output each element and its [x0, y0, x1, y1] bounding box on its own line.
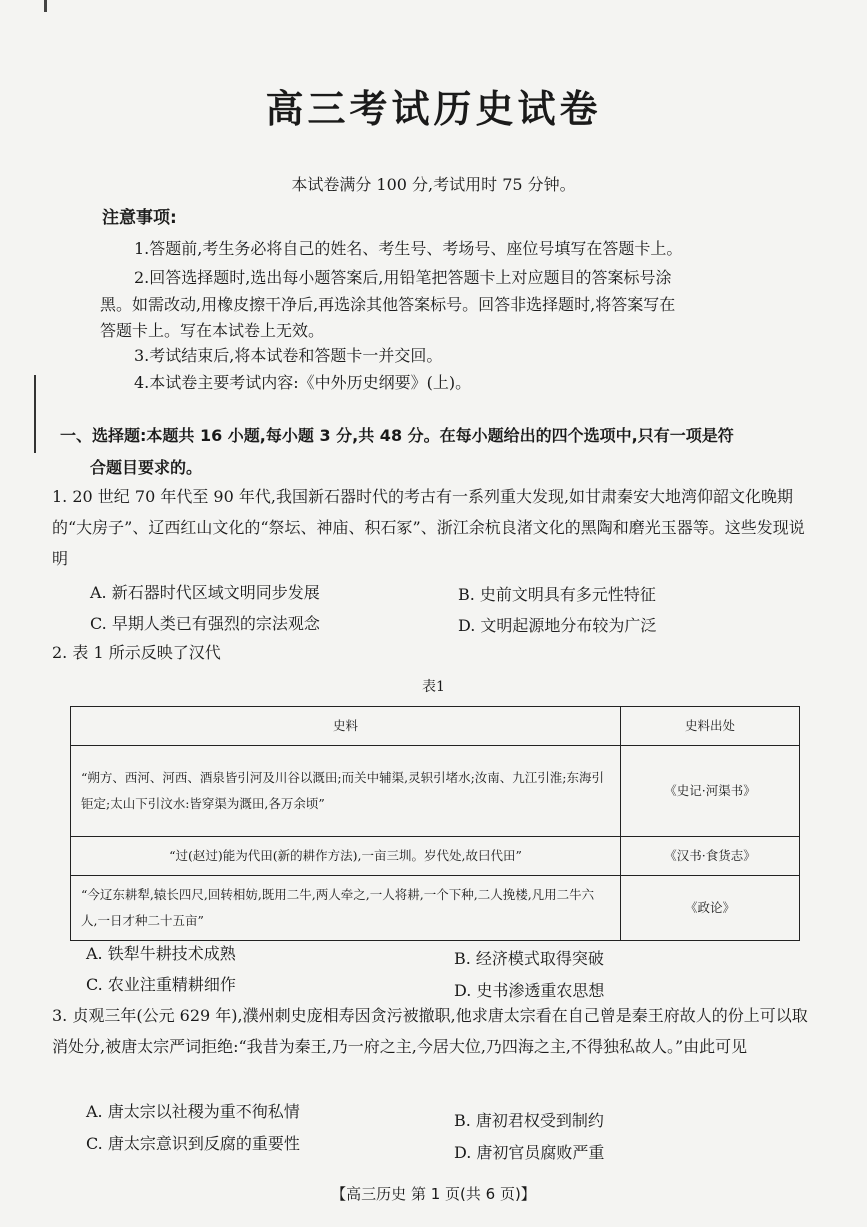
table-cell-source: 《史记·河渠书》 [621, 746, 800, 837]
page-title: 高三考试历史试卷 [265, 87, 602, 131]
table-header: 史料 [71, 707, 621, 746]
section-heading-line: 合题目要求的。 [90, 458, 203, 477]
table-cell-quote: “今辽东耕犁,辕长四尺,回转相妨,既用二牛,两人牵之,一人将耕,一个下种,二人挽楼,凡用二牛六人,一日才种二十五亩” [71, 876, 621, 941]
notice-line: 黑。如需改动,用橡皮擦干净后,再选涂其他答案标号。回答非选择题时,将答案写在 [100, 295, 676, 314]
section-heading-line: 一、选择题:本题共 16 小题,每小题 3 分,共 48 分。在每小题给出的四个选项中,只有一项是符 [60, 426, 734, 445]
table-header-row [71, 707, 800, 746]
notice-line: 4.本试卷主要考试内容:《中外历史纲要》(上)。 [134, 373, 472, 392]
page-footer: 【高三历史 第 1 页(共 6 页)】 [331, 1185, 536, 1203]
question-3-option-b: B. 唐初君权受到制约 [454, 1111, 604, 1130]
scan-artifact [44, 0, 47, 12]
table-header: 史料出处 [621, 707, 800, 746]
table-cell-source: 《政论》 [621, 876, 800, 941]
table-row [71, 746, 800, 837]
table-row [71, 837, 800, 876]
question-3-stem: 3. 贞观三年(公元 629 年),濮州刺史庞相寿因贪污被撤职,他求唐太宗看在自己曾是秦王府故人的份上可以取消处分,被唐太宗严词拒绝:“我昔为秦王,乃一府之主,今居大位,乃四海之主,不得独私故人。”由此可见 [52, 1006, 808, 1056]
question-2-option-a: A. 铁犁牛耕技术成熟 [86, 944, 236, 963]
question-3-option-d: D. 唐初官员腐败严重 [454, 1143, 605, 1162]
source-table [70, 706, 800, 941]
notice-line: 3.考试结束后,将本试卷和答题卡一并交回。 [134, 346, 443, 365]
notice-line: 答题卡上。写在本试卷上无效。 [100, 321, 325, 340]
question-3-option-c: C. 唐太宗意识到反腐的重要性 [86, 1134, 300, 1153]
table-cell-source: 《汉书·食货志》 [621, 837, 800, 876]
question-1-option-d: D. 文明起源地分布较为广泛 [458, 616, 657, 635]
question-3-option-a: A. 唐太宗以社稷为重不徇私情 [86, 1102, 300, 1121]
table-cell-quote: “朔方、西河、河西、酒泉皆引河及川谷以溉田;而关中辅渠,灵轵引堵水;汝南、九江引淮;东海引钜定;太山下引汶水:皆穿渠为溉田,各万余顷” [71, 746, 621, 837]
section-heading [60, 423, 820, 478]
table-cell-quote: “过(赵过)能为代田(新的耕作方法),一亩三圳。岁代处,故曰代田” [71, 837, 621, 876]
question-1-stem: 1. 20 世纪 70 年代至 90 年代,我国新石器时代的考古有一系列重大发现,如甘肃秦安大地湾仰韶文化晚期的“大房子”、辽西红山文化的“祭坛、神庙、积石冢”、浙江余杭良渚文化的黑陶和磨光玉器等。这些发现说明 [52, 487, 805, 568]
notice-heading: 注意事项: [102, 208, 177, 228]
notice-line: 1.答题前,考生务必将自己的姓名、考生号、考场号、座位号填写在答题卡上。 [134, 239, 683, 258]
scan-artifact [34, 375, 36, 453]
table-row [71, 876, 800, 941]
question-1-option-c: C. 早期人类已有强烈的宗法观念 [90, 614, 320, 633]
notice-line: 2.回答选择题时,选出每小题答案后,用铅笔把答题卡上对应题目的答案标号涂 [134, 268, 672, 287]
question-2-option-d: D. 史书渗透重农思想 [454, 981, 605, 1000]
question-2-option-b: B. 经济模式取得突破 [454, 949, 604, 968]
exam-meta: 本试卷满分 100 分,考试用时 75 分钟。 [291, 175, 576, 194]
question-1-option-a: A. 新石器时代区域文明同步发展 [90, 583, 320, 602]
table-caption: 表1 [422, 679, 445, 695]
question-2-stem: 2. 表 1 所示反映了汉代 [52, 643, 221, 662]
question-2-option-c: C. 农业注重精耕细作 [86, 975, 236, 994]
question-1-option-b: B. 史前文明具有多元性特征 [458, 585, 656, 604]
